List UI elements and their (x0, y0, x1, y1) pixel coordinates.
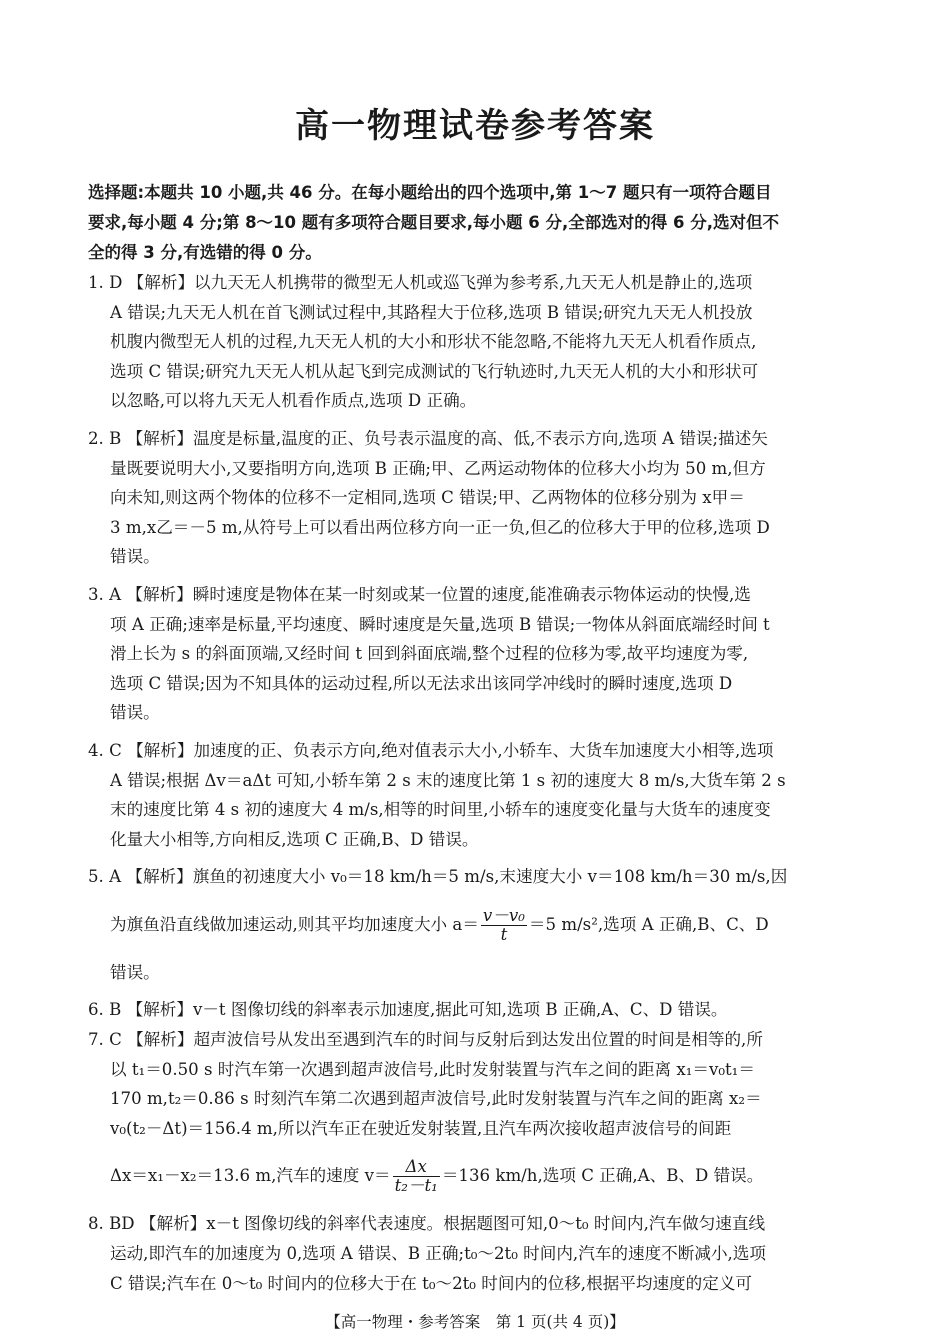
answer-text: ＝136 km/h,选项 C 正确,A、B、D 错误。 (441, 1166, 764, 1186)
answer-line: 3 m,x乙＝－5 m,从符号上可以看出两位移方向一正一负,但乙的位移大于甲的位移,选项 D (110, 517, 770, 537)
fraction (481, 907, 527, 944)
answer-text: ＝5 m/s²,选项 A 正确,B、C、D (528, 914, 769, 934)
answer-line: 项 A 正确;速率是标量,平均速度、瞬时速度是矢量,选项 B 错误;一物体从斜面底端经时间 t (110, 614, 770, 634)
instructions-line: 选择题:本题共 10 小题,共 46 分。在每小题给出的四个选项中,第 1～7 题只有一项符合题目 (88, 183, 772, 202)
answer-item-7 (88, 1025, 866, 1209)
answer-item-4 (88, 736, 866, 854)
instructions (88, 178, 866, 268)
answer-line: 化量大小相等,方向相反,选项 C 正确,B、D 错误。 (110, 829, 479, 849)
answer-text: 为旗鱼沿直线做加速运动,则其平均加速度大小 a＝ (110, 914, 479, 934)
answer-line: 机腹内微型无人机的过程,九天无人机的大小和形状不能忽略,不能将九天无人机看作质点, (110, 332, 757, 352)
answer-line: 5. A 【解析】旗鱼的初速度大小 v₀＝18 km/h＝5 m/s,末速度大小 v＝108 km/h＝30 m/s,因 (88, 867, 788, 887)
answer-text: Δx＝x₁－x₂＝13.6 m,汽车的速度 v＝ (110, 1166, 391, 1186)
answer-line: 错误。 (110, 962, 160, 982)
answer-item-5 (88, 862, 866, 987)
answer-line: 选项 C 错误;研究九天无人机从起飞到完成测试的飞行轨迹时,九天无人机的大小和形状可 (110, 361, 759, 381)
instructions-line: 全的得 3 分,有选错的得 0 分。 (88, 243, 322, 262)
answer-line-with-fraction (88, 892, 866, 958)
answer-line: 滑上长为 s 的斜面顶端,又经时间 t 回到斜面底端,整个过程的位移为零,故平均速度为零, (110, 644, 749, 664)
answer-line: 7. C 【解析】超声波信号从发出至遇到汽车的时间与反射后到达发出位置的时间是相等的,所 (88, 1030, 763, 1050)
answer-line: 以 t₁＝0.50 s 时汽车第一次遇到超声波信号,此时发射装置与汽车之间的距离 x₁＝v₀t₁＝ (110, 1059, 755, 1079)
answer-line: A 错误;九天无人机在首飞测试过程中,其路程大于位移,选项 B 错误;研究九天无人机投放 (110, 302, 753, 322)
answer-line: 运动,即汽车的加速度为 0,选项 A 错误、B 正确;t₀～2t₀ 时间内,汽车的速度不断减小,选项 (110, 1244, 766, 1264)
fraction-numerator: v－v₀ (482, 905, 525, 925)
answer-line: 170 m,t₂＝0.86 s 时刻汽车第二次遇到超声波信号,此时发射装置与汽车之间的距离 x₂＝ (110, 1089, 762, 1109)
answer-item-8 (88, 1209, 866, 1298)
fraction (393, 1158, 440, 1195)
answer-line: A 错误;根据 Δv＝aΔt 可知,小轿车第 2 s 末的速度比第 1 s 初的速度大 8 m/s,大货车第 2 s (110, 770, 786, 790)
answer-line: 错误。 (110, 547, 160, 567)
answer-line: 向未知,则这两个物体的位移不一定相同,选项 C 错误;甲、乙两物体的位移分别为 x甲＝ (110, 488, 745, 508)
answer-line: 选项 C 错误;因为不知具体的运动过程,所以无法求出该同学冲线时的瞬时速度,选项 D (110, 673, 733, 693)
answer-item-2 (88, 424, 866, 572)
fraction-numerator: Δx (393, 1158, 440, 1177)
answer-list (88, 268, 866, 1298)
answer-line: 4. C 【解析】加速度的正、负表示方向,绝对值表示大小,小轿车、大货车加速度大小相等,选项 (88, 740, 774, 760)
page-title: 高一物理试卷参考答案 (295, 106, 655, 146)
answer-item-3 (88, 580, 866, 728)
instructions-line: 要求,每小题 4 分;第 8～10 题有多项符合题目要求,每小题 6 分,全部选对的得 6 分,选对但不 (88, 213, 780, 232)
answer-line: 1. D 【解析】以九天无人机携带的微型无人机或巡飞弹为参考系,九天无人机是静止的,选项 (88, 273, 753, 292)
answer-item-6 (88, 995, 866, 1025)
answer-line: v₀(t₂－Δt)＝156.4 m,所以汽车正在驶近发射装置,且汽车两次接收超声波信号的间距 (110, 1118, 732, 1138)
answer-line: 3. A 【解析】瞬时速度是物体在某一时刻或某一位置的速度,能准确表示物体运动的快慢,选 (88, 584, 751, 604)
answer-line: 8. BD 【解析】x－t 图像切线的斜率代表速度。根据题图可知,0～t₀ 时间内,汽车做匀速直线 (88, 1214, 766, 1234)
answer-line: 末的速度比第 4 s 初的速度大 4 m/s,相等的时间里,小轿车的速度变化量与大货车的速度变 (110, 800, 771, 820)
answer-line: 6. B 【解析】v－t 图像切线的斜率表示加速度,据此可知,选项 B 正确,A、C、D 错误。 (88, 1000, 728, 1020)
answer-line: C 错误;汽车在 0～t₀ 时间内的位移大于在 t₀～2t₀ 时间内的位移,根据平均速度的定义可 (110, 1273, 753, 1293)
fraction-denominator: t (500, 924, 508, 944)
answer-line-with-fraction (88, 1143, 866, 1209)
answer-line: 2. B 【解析】温度是标量,温度的正、负号表示温度的高、低,不表示方向,选项 A 错误;描述矢 (88, 428, 768, 448)
answer-line: 量既要说明大小,又要指明方向,选项 B 正确;甲、乙两运动物体的位移大小均为 50 m,但方 (110, 458, 766, 478)
answer-line: 以忽略,可以将九天无人机看作质点,选项 D 正确。 (110, 391, 477, 411)
fraction-denominator: t₂－t₁ (394, 1176, 438, 1196)
answer-item-1 (88, 268, 866, 416)
page-footer: 【高一物理・参考答案 第 1 页(共 4 页)】 (325, 1313, 625, 1331)
answer-line: 错误。 (110, 703, 160, 723)
